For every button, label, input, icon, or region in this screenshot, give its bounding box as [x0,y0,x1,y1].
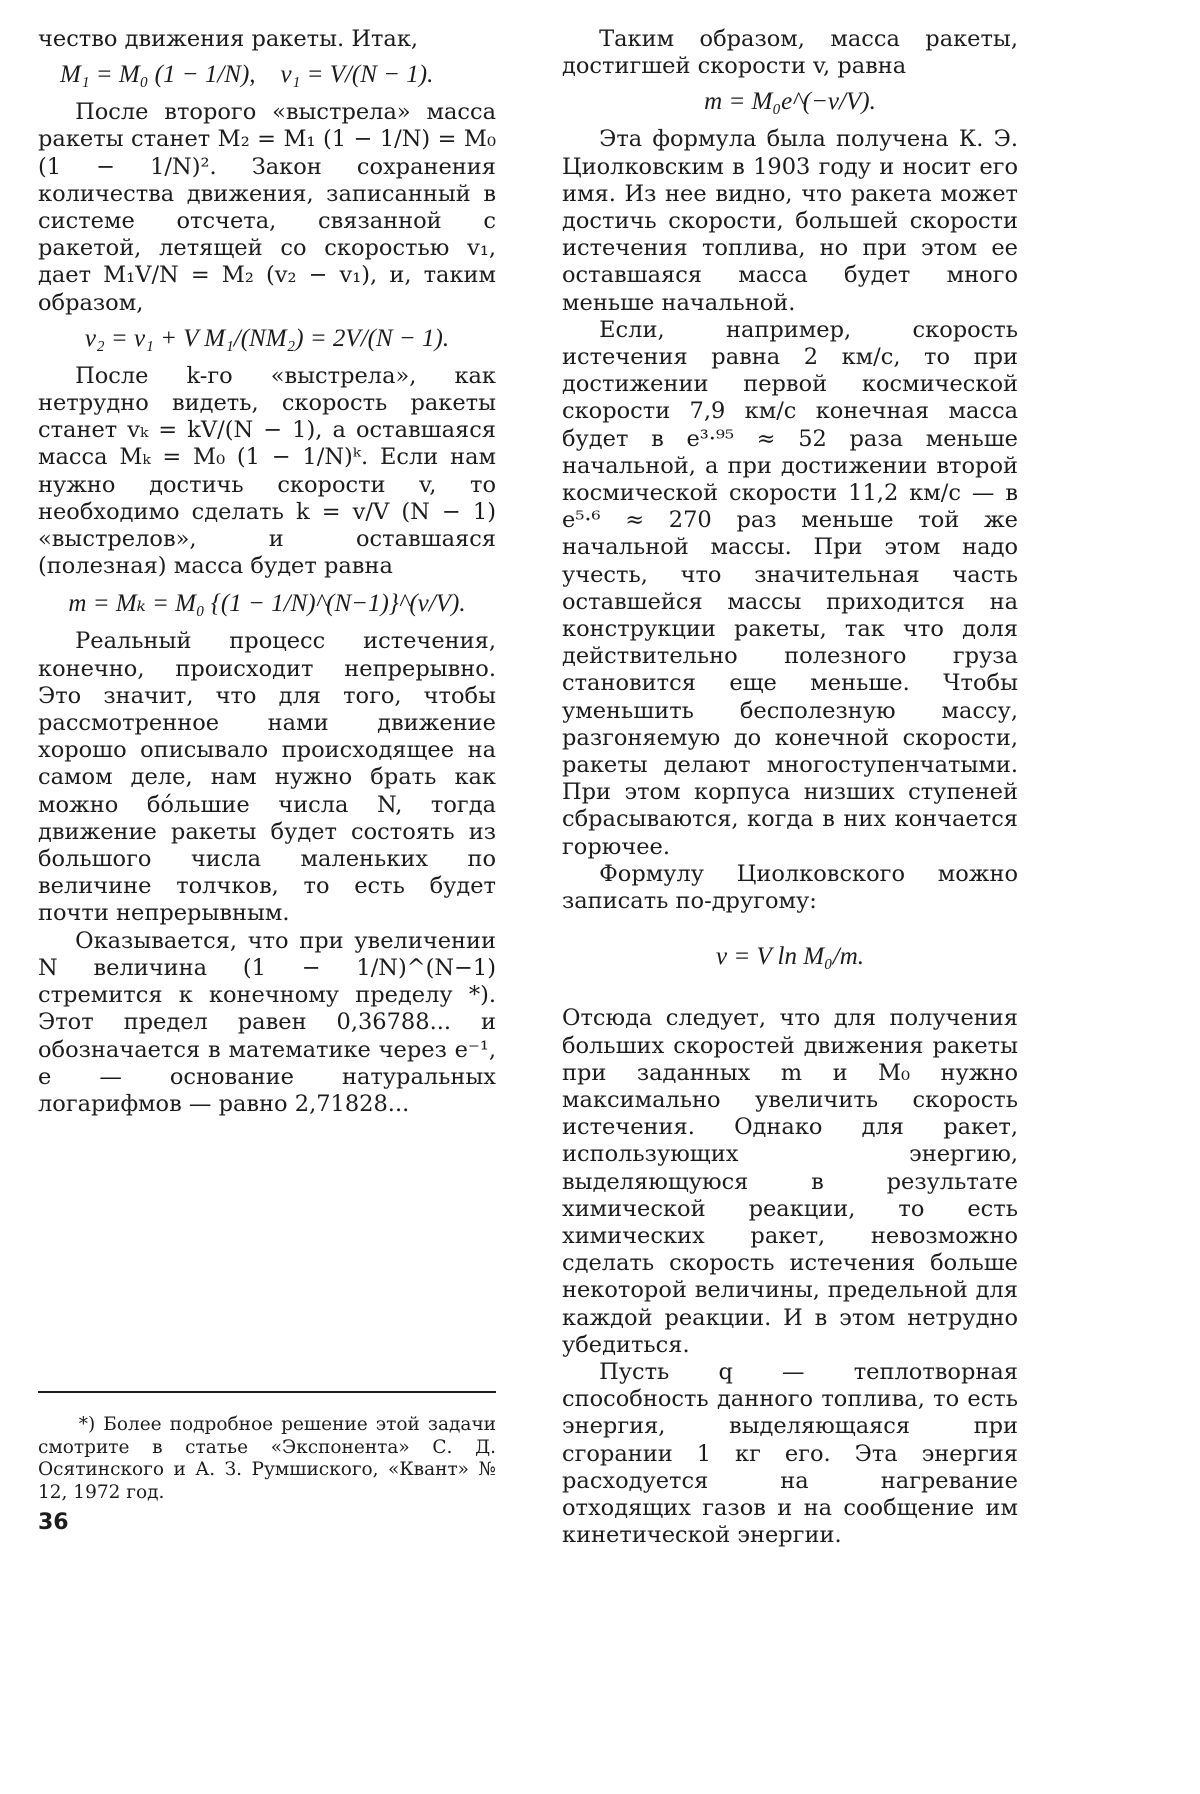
paragraph: После k-го «выстрела», как нетрудно видеть, скорость ракеты станет vₖ = kV/(N − 1), а оставшаяся масса Mₖ = M₀ (1 − 1/N)ᵏ. Если нам нужно достичь скорости v, то необходимо сделать k = v/V (N − 1) «выстрелов», и оставшаяся (полезная) масса будет равна [38,362,496,580]
paragraph: Если, например, скорость истечения равна 2 км/с, то при достижении первой космической скорости 7,9 км/с конечная масса будет в e³·⁹⁵ ≈ 52 раза меньше начальной, а при достижении второй космической скорости 11,2 км/с — в e⁵·⁶ ≈ 270 раз меньше той же начальной массы. При этом надо учесть, что значительная часть оставшейся массы приходится на конструкции ракеты, так что доля действительно полезного груза становится еще меньше. Чтобы уменьшить бесполезную массу, разгоняемую до конечной скорости, ракеты делают многоступенчатыми. При этом корпуса низших ступеней сбрасываются, когда в них кончается горючее. [562,316,1018,860]
footnote-divider [38,1391,496,1393]
paragraph: Таким образом, масса ракеты, достигшей скорости v, равна [562,26,1018,80]
left-column [38,26,496,1118]
formula: v = V ln M₀/m. [716,943,864,971]
page-number: 36 [38,1510,69,1535]
paragraph: Эта формула была получена К. Э. Циолковским в 1903 году и носит его имя. Из нее видно, что ракета может достичь скорости, большей скорости истечения топлива, но при этом ее оставшаяся масса будет много меньше начальной. [562,126,1018,316]
formula: m = Mₖ = M₀ {(1 − 1/N)^(N−1)}^(v/V). [68,590,466,618]
formula: m = M₀e^(−v/V). [704,88,876,116]
paragraph: Оказывается, что при увеличении N величина (1 − 1/N)^(N−1) стремится к конечному пределу *). Этот предел равен 0,36788... и обозначается в математике через e⁻¹, e — основание натуральных логарифмов — равно 2,71828... [38,927,496,1117]
right-column [562,26,1018,1549]
footnote: *) Более подробное решение этой задачи смотрите в статье «Экспонента» С. Д. Осятинского и А. З. Румшиского, «Квант» № 12, 1972 год. [38,1414,496,1503]
paragraph: чество движения ракеты. Итак, [38,26,419,52]
paragraph: После второго «выстрела» масса ракеты станет M₂ = M₁ (1 − 1/N) = M₀ (1 − 1/N)². Закон сохранения количества движения, записанный в системе отсчета, связанной с ракетой, летящей со скоростью v₁, дает M₁V/N = M₂ (v₂ − v₁), и, таким образом, [38,99,496,316]
paragraph: Реальный процесс истечения, конечно, происходит непрерывно. Это значит, что для того, чтобы рассмотренное нами движение хорошо описывало происходящее на самом деле, нам нужно брать как можно бо́льшие числа N, тогда движение ракеты будет состоять из большого числа маленьких по величине толчков, то есть будет почти непрерывным. [38,628,496,927]
formula: M₁ = M₀ (1 − 1/N), v₁ = V/(N − 1). [60,61,434,89]
paragraph: Формулу Циолковского можно записать по-другому: [562,860,1018,915]
formula: v₂ = v₁ + V M₁/(NM₂) = 2V/(N − 1). [84,324,450,352]
paragraph: Отсюда следует, что для получения больших скоростей движения ракеты при заданных m и M₀ нужно максимально увеличить скорость истечения. Однако для ракет, использующих энергию, выделяющуюся в результате химической реакции, то есть химических ракет, невозможно сделать скорость истечения больше некоторой величины, предельной для каждой реакции. И в этом нетрудно убедиться. [562,1005,1018,1358]
paragraph: Пусть q — теплотворная способность данного топлива, то есть энергия, выделяющаяся при сгорании 1 кг его. Эта энергия расходуется на нагревание отходящих газов и на сообщение им кинетической энергии. [562,1358,1018,1549]
